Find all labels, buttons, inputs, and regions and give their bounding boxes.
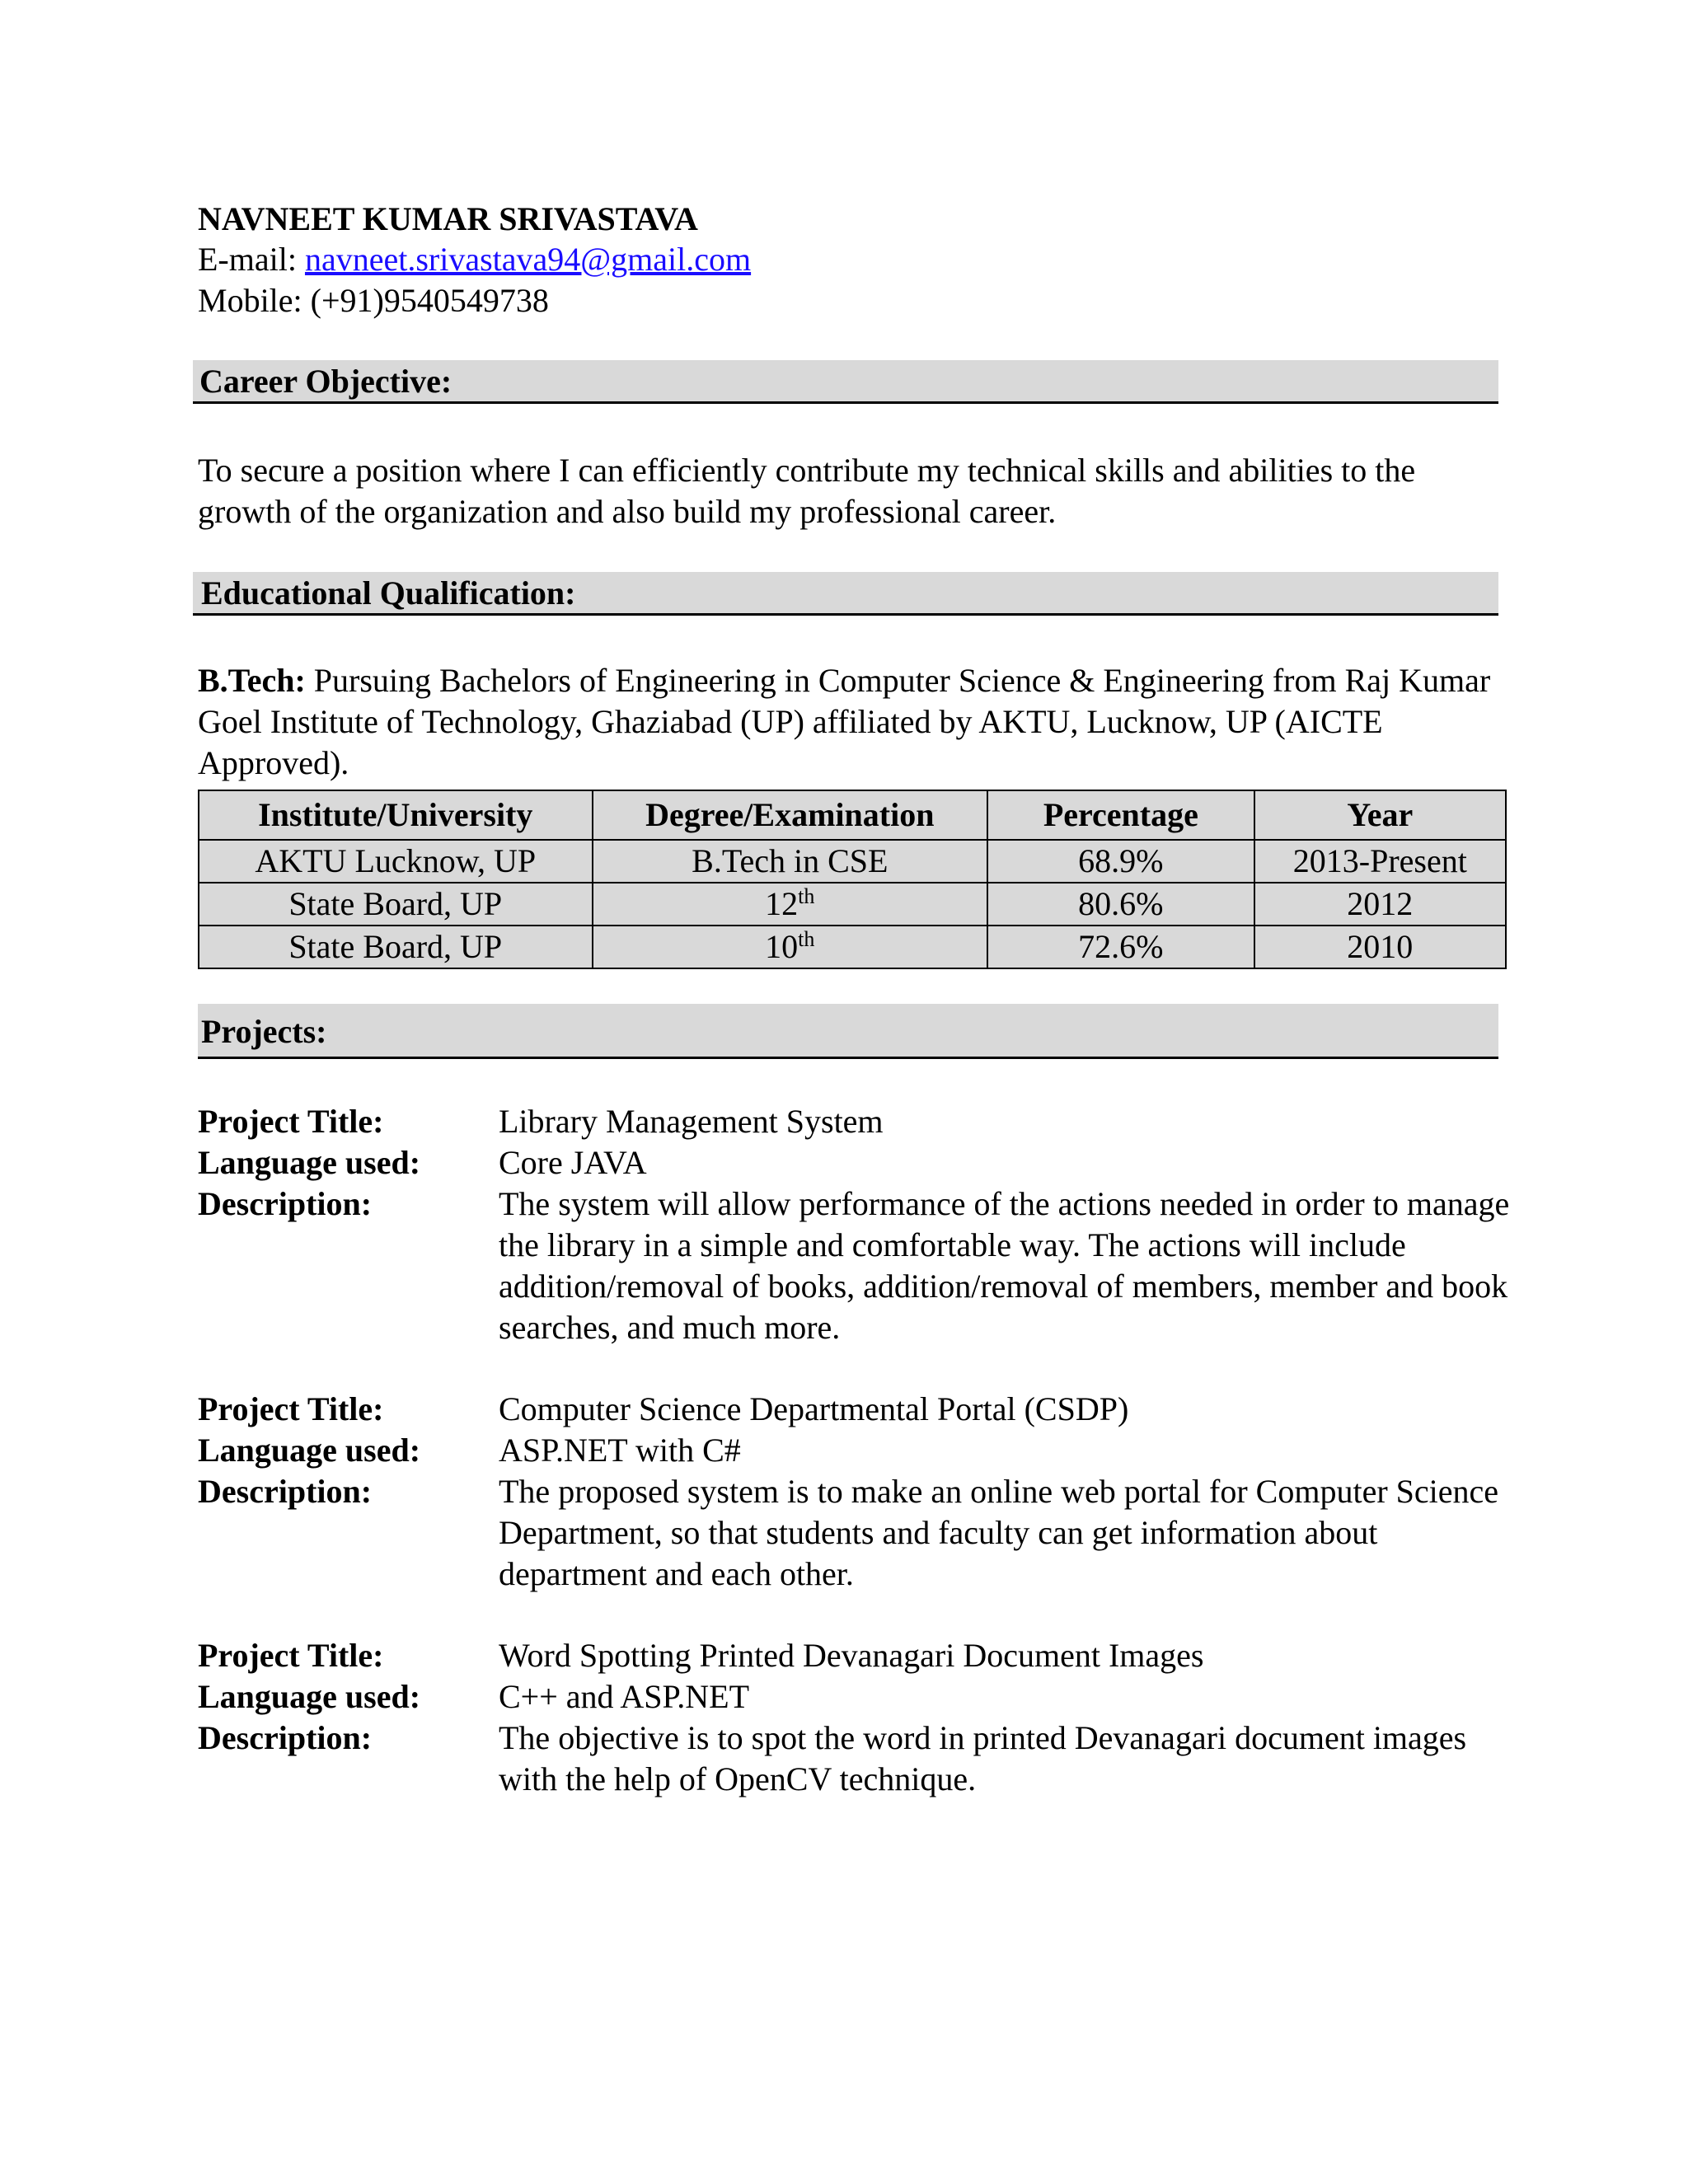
column-header: Institute/University <box>199 790 593 840</box>
language-label: Language used: <box>198 1678 421 1715</box>
email-line <box>198 239 751 280</box>
language-label: Language used: <box>198 1144 421 1181</box>
column-header: Year <box>1254 790 1506 840</box>
project-description: The system will allow performance of the actions needed in order to manage the library in a simple and comfortable way. The actions will include addition/removal of books, addition/removal of members, member and book searches, and much more. <box>499 1185 1510 1346</box>
project-language: Core JAVA <box>499 1144 647 1181</box>
degree-paragraph <box>198 660 1517 784</box>
institute-cell: State Board, UP <box>199 926 593 968</box>
education-header <box>193 572 1498 616</box>
year-cell: 2010 <box>1254 926 1506 968</box>
language-label: Language used: <box>198 1432 421 1469</box>
year-cell: 2013-Present <box>1254 840 1506 883</box>
table-row <box>199 840 1506 883</box>
table-row <box>199 883 1506 926</box>
mobile-label: Mobile: <box>198 282 311 319</box>
table-row <box>199 926 1506 968</box>
degree-text: Pursuing Bachelors of Engineering in Computer Science & Engineering from Raj Kumar Goel Institute of Technology, Ghaziabad (UP) affiliated by AKTU, Lucknow, UP (AICTE Approved). <box>198 662 1491 781</box>
degree-cell: B.Tech in CSE <box>593 840 988 883</box>
education-table <box>198 790 1507 969</box>
year-cell: 2012 <box>1254 883 1506 926</box>
percentage-cell: 72.6% <box>987 926 1254 968</box>
institute-cell: State Board, UP <box>199 883 593 926</box>
section-title: Projects: <box>201 1013 327 1050</box>
mobile-line <box>198 280 549 321</box>
degree-label: B.Tech: <box>198 662 306 699</box>
career-objective-text: To secure a position where I can efficiently contribute my technical skills and abilities to the growth of the organization and also build my professional career. <box>198 452 1416 530</box>
project-language: C++ and ASP.NET <box>499 1678 750 1715</box>
mobile-number: (+91)9540549738 <box>310 282 549 319</box>
project-description: The proposed system is to make an online web portal for Computer Science Department, so that students and faculty can get information about department and each other. <box>499 1473 1499 1592</box>
candidate-name: NAVNEET KUMAR SRIVASTAVA <box>198 200 698 237</box>
degree-cell: 12th <box>593 883 988 926</box>
column-header: Percentage <box>987 790 1254 840</box>
project-description: The objective is to spot the word in printed Devanagari document images with the help of OpenCV technique. <box>499 1719 1467 1797</box>
institute-cell: AKTU Lucknow, UP <box>199 840 593 883</box>
email-link[interactable]: navneet.srivastava94@gmail.com <box>304 241 752 278</box>
project-title-label: Project Title: <box>198 1390 384 1427</box>
project-title: Library Management System <box>499 1103 884 1140</box>
degree-cell: 10th <box>593 926 988 968</box>
project-title: Word Spotting Printed Devanagari Document Images <box>499 1637 1204 1674</box>
projects-header <box>198 1004 1498 1059</box>
email-label: E-mail: <box>198 241 305 278</box>
career-objective-header <box>193 360 1498 404</box>
description-label: Description: <box>198 1719 373 1756</box>
column-header: Degree/Examination <box>593 790 988 840</box>
project-title-label: Project Title: <box>198 1103 384 1140</box>
table-header-row <box>199 790 1506 840</box>
section-title: Career Objective: <box>199 363 452 400</box>
description-label: Description: <box>198 1473 373 1510</box>
percentage-cell: 80.6% <box>987 883 1254 926</box>
section-title: Educational Qualification: <box>201 574 576 612</box>
project-title: Computer Science Departmental Portal (CSDP) <box>499 1390 1129 1427</box>
project-language: ASP.NET with C# <box>499 1432 741 1469</box>
description-label: Description: <box>198 1185 373 1222</box>
percentage-cell: 68.9% <box>987 840 1254 883</box>
project-title-label: Project Title: <box>198 1637 384 1674</box>
